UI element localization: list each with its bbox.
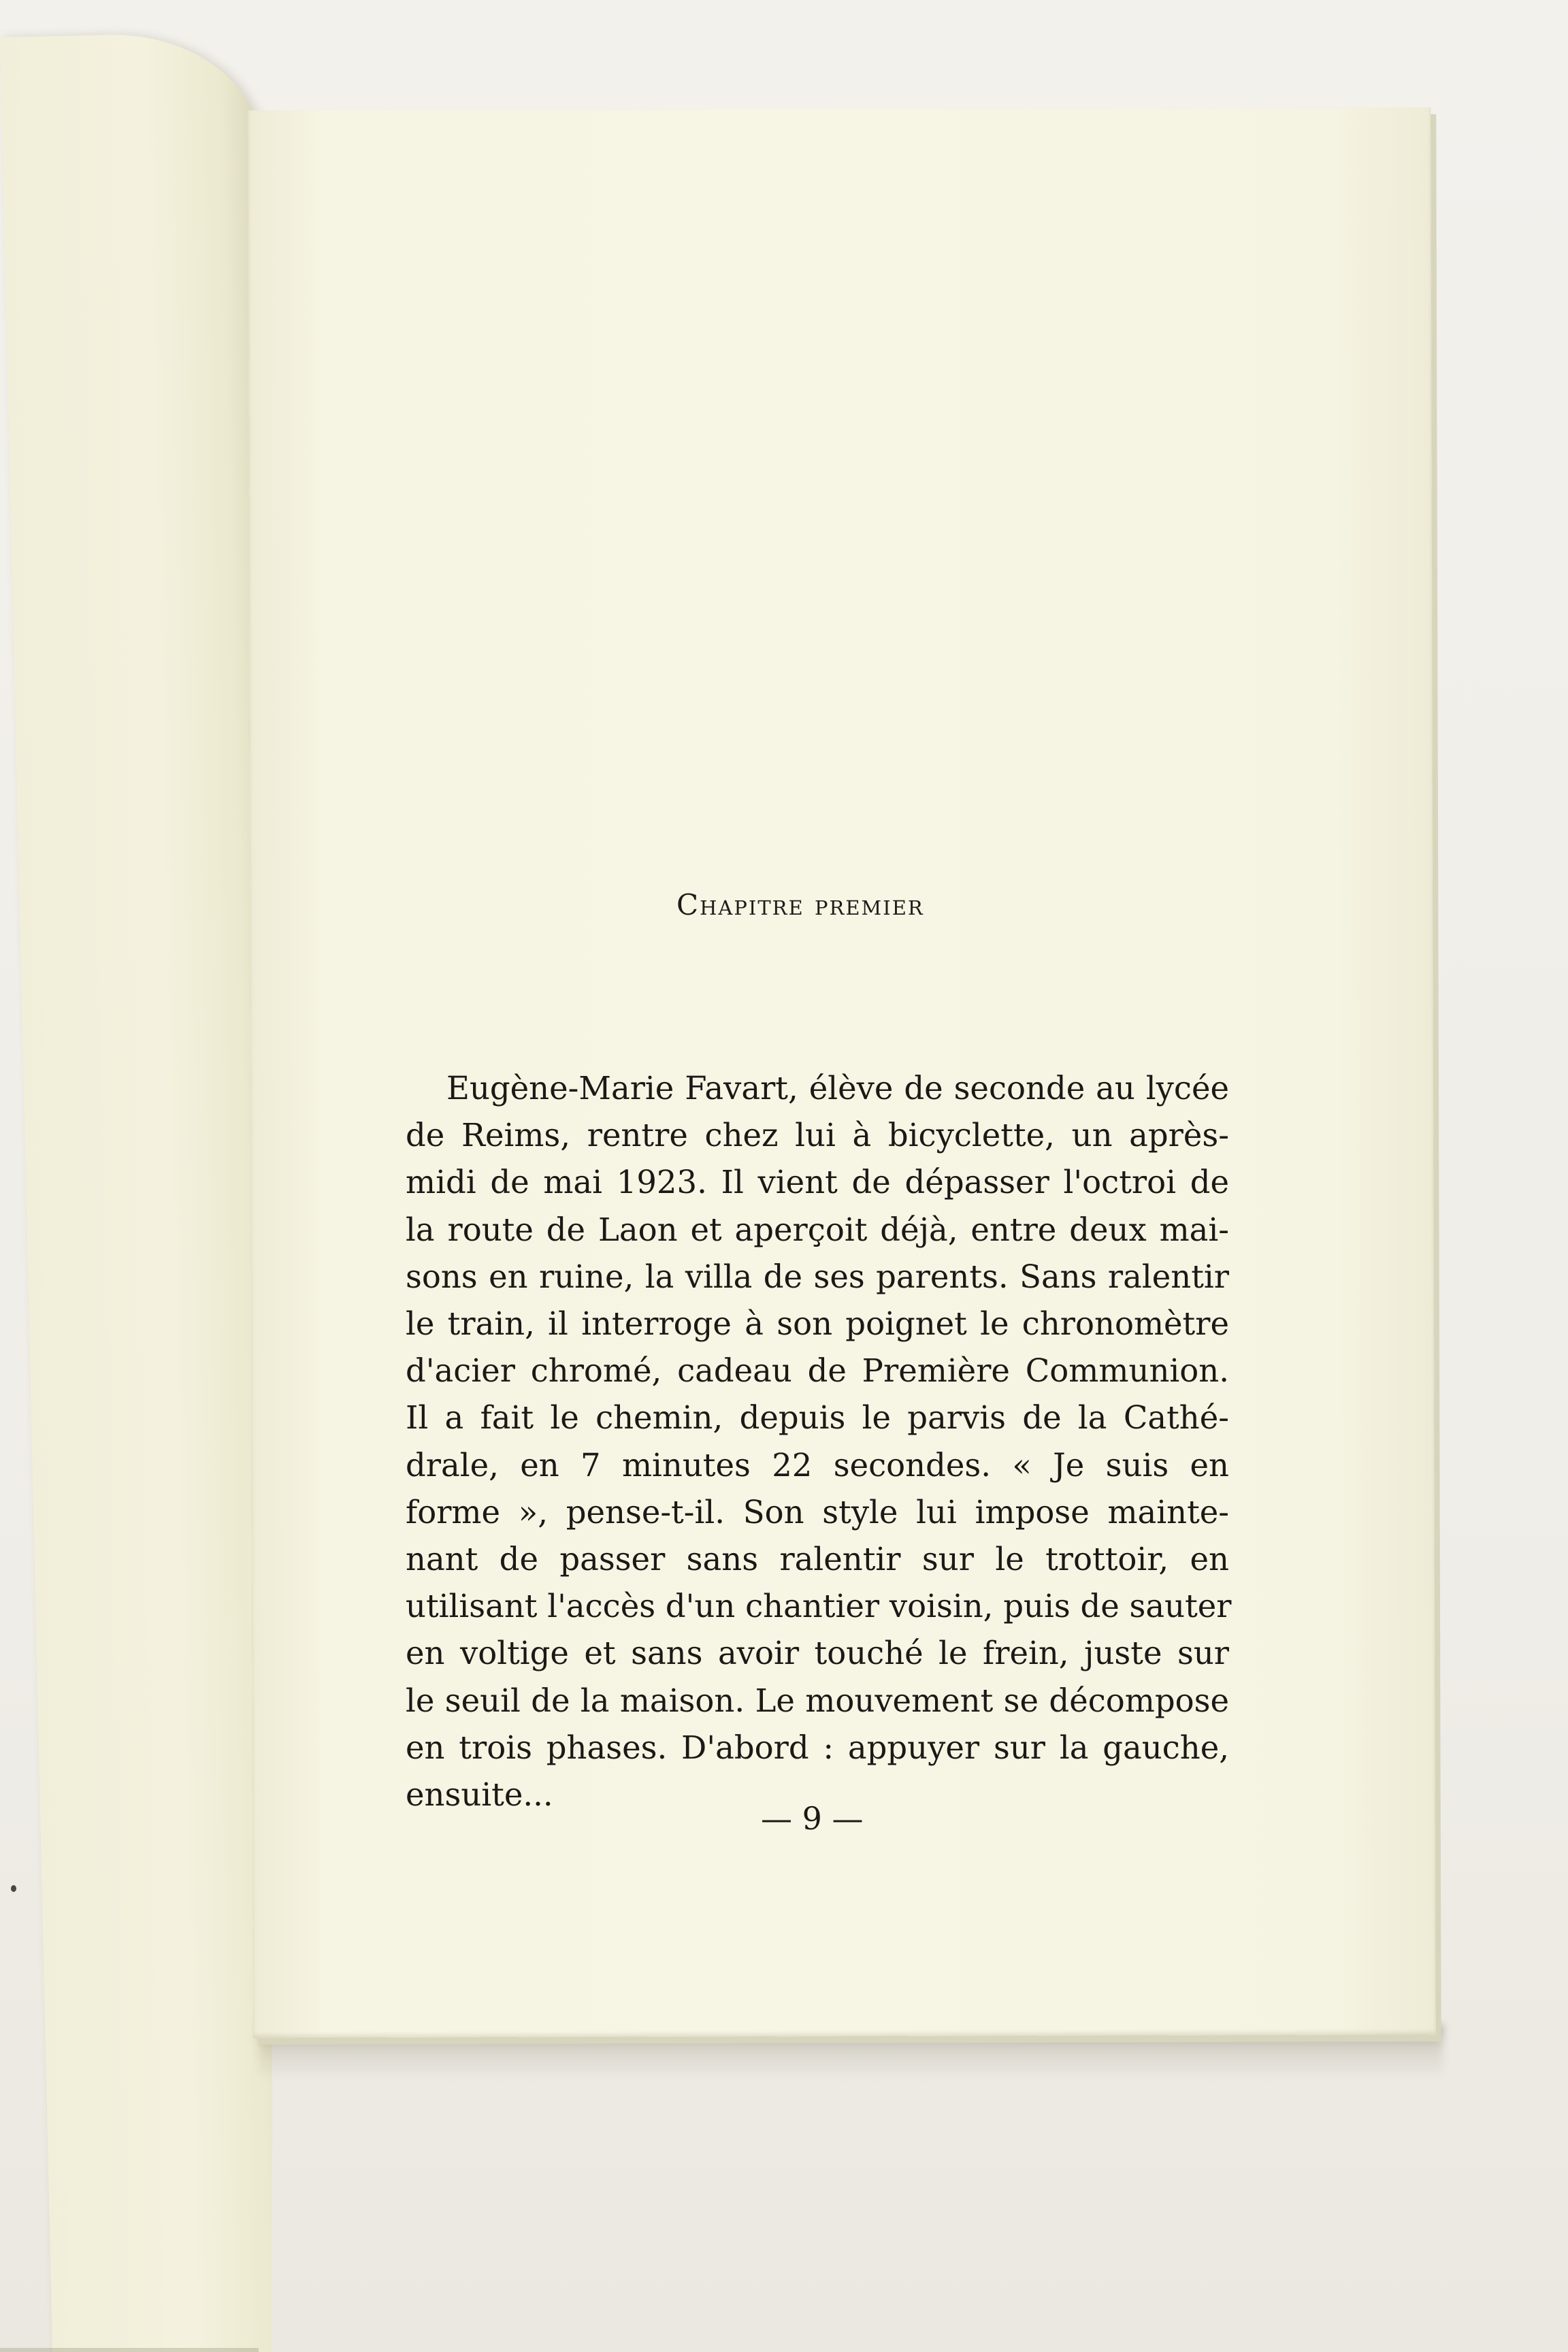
paragraph-line: sons en ruine, la villa de ses parents. Sans ralentir bbox=[406, 1258, 1229, 1295]
left-page-area bbox=[0, 0, 272, 2352]
paragraph-line: le seuil de la maison. Le mouvement se décompose bbox=[406, 1682, 1229, 1719]
paragraph-line: de Reims, rentre chez lui à bicyclette, un après- bbox=[406, 1117, 1229, 1154]
paragraph-line: midi de mai 1923. Il vient de dépasser l'octroi de bbox=[406, 1164, 1229, 1201]
chapter-heading: Chapitre premier bbox=[676, 888, 924, 921]
paragraph-line: nant de passer sans ralentir sur le trottoir, en bbox=[406, 1541, 1229, 1578]
paragraph-line: la route de Laon et aperçoit déjà, entre deux mai- bbox=[406, 1211, 1229, 1248]
paragraph-line: ensuite... bbox=[406, 1776, 553, 1814]
paper-speck bbox=[11, 1885, 16, 1892]
paragraph-line: forme », pense-t-il. Son style lui impose mainte- bbox=[406, 1493, 1229, 1531]
paragraph-line: drale, en 7 minutes 22 secondes. « Je suis en bbox=[406, 1446, 1229, 1484]
paragraph-line: Il a fait le chemin, depuis le parvis de la Cathé- bbox=[406, 1399, 1229, 1437]
left-page bbox=[0, 31, 272, 2352]
paragraph-line: en voltige et sans avoir touché le frein, juste sur bbox=[406, 1635, 1229, 1672]
chapter-paragraph bbox=[406, 1065, 1232, 1818]
paragraph-line: utilisant l'accès d'un chantier voisin, puis de sauter bbox=[406, 1588, 1232, 1625]
paragraph-line: en trois phases. D'abord : appuyer sur la gauche, bbox=[406, 1729, 1229, 1766]
page-number: — 9 — bbox=[761, 1800, 864, 1837]
paragraph-line: d'acier chromé, cadeau de Première Communion. bbox=[406, 1352, 1229, 1390]
paragraph-line: Eugène-Marie Favart, élève de seconde au lycée bbox=[446, 1070, 1229, 1107]
left-page-shadow bbox=[0, 2348, 259, 2352]
paragraph-line: le train, il interroge à son poignet le chronomètre bbox=[406, 1305, 1229, 1343]
